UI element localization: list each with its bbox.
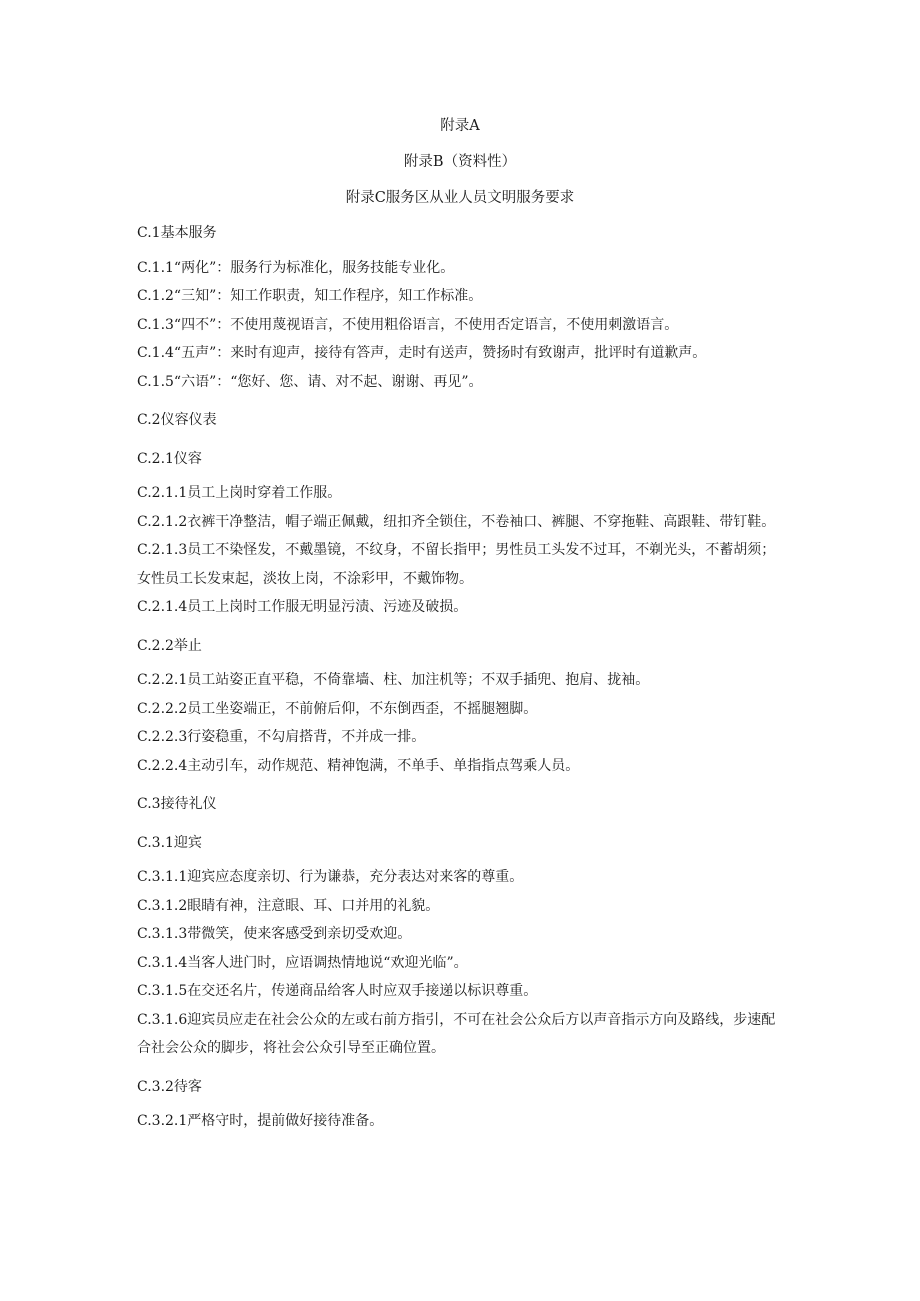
list-item: C.1.5“六语”：“您好、您、请、对不起、谢谢、再见”。 xyxy=(137,373,483,390)
appendix-a-title: 附录A xyxy=(440,118,480,134)
list-item: C.3.1.3带微笑，使来客感受到亲切受欢迎。 xyxy=(137,926,412,942)
list-item: C.2.2.1员工站姿正直平稳，不倚靠墙、柱、加注机等；不双手插兜、抱肩、拢袖。 xyxy=(137,672,650,688)
list-item: C.3.1.5在交还名片，传递商品给客人时应双手接递以标识尊重。 xyxy=(137,983,538,999)
appendix-c-title: 附录C服务区从业人员文明服务要求 xyxy=(345,190,575,206)
section-heading: C.1基本服务 xyxy=(137,225,217,241)
subsection-heading: C.3.1迎宾 xyxy=(137,834,202,851)
list-item: C.2.1.1员工上岗时穿着工作服。 xyxy=(137,485,342,501)
appendix-b-title: 附录B（资料性） xyxy=(403,154,517,170)
list-item: C.1.1“两化”：服务行为标准化，服务技能专业化。 xyxy=(137,259,455,276)
list-item: C.2.1.4员工上岗时工作服无明显污渍、污迹及破损。 xyxy=(137,599,468,615)
list-item: C.3.1.6迎宾员应走在社会公众的左或右前方指引，不可在社会公众后方以声音指示方向及路线，步速配合社会公众的脚步，将社会公众引导至正确位置。 xyxy=(137,1011,776,1056)
list-item: C.3.1.1迎宾应态度亲切、行为谦恭，充分表达对来客的尊重。 xyxy=(137,869,524,885)
list-item: C.1.4“五声”：来时有迎声，接待有答声，走时有送声，赞扬时有致谢声，批评时有道歉声。 xyxy=(137,345,707,361)
subsection-heading: C.2.2举止 xyxy=(137,637,202,654)
list-item: C.1.2“三知”：知工作职责，知工作程序，知工作标准。 xyxy=(137,288,483,304)
list-item: C.3.1.4当客人进门时，应语调热情地说“欢迎光临”。 xyxy=(137,954,468,971)
list-item: C.2.2.2员工坐姿端正，不前俯后仰，不东倒西歪，不摇腿翘脚。 xyxy=(137,700,538,717)
list-item: C.1.3“四不”：不使用蔑视语言，不使用粗俗语言，不使用否定语言，不使用刺激语言。 xyxy=(137,316,679,333)
section-heading: C.3接待礼仪 xyxy=(137,796,217,812)
document-body xyxy=(137,219,785,1136)
subsection-heading: C.3.2待客 xyxy=(137,1078,202,1095)
list-item: C.2.2.3行姿稳重，不勾肩搭背，不并成一排。 xyxy=(137,729,426,745)
subsection-heading: C.2.1仪容 xyxy=(137,450,202,467)
list-item: C.2.1.3员工不染怪发，不戴墨镜，不纹身，不留长指甲；男性员工头发不过耳，不剃光头，不蓄胡须；女性员工长发束起，淡妆上岗，不涂彩甲，不戴饰物。 xyxy=(137,542,776,587)
list-item: C.2.1.2衣裤干净整洁，帽子端正佩戴，纽扣齐全锁住，不卷袖口、裤腿、不穿拖鞋、高跟鞋、带钉鞋。 xyxy=(137,513,776,530)
section-heading: C.2仪容仪表 xyxy=(137,412,217,428)
list-item: C.3.1.2眼睛有神，注意眼、耳、口并用的礼貌。 xyxy=(137,897,440,914)
list-item: C.3.2.1严格守时，提前做好接待准备。 xyxy=(137,1113,384,1129)
list-item: C.2.2.4主动引车，动作规范、精神饱满，不单手、单指指点驾乘人员。 xyxy=(137,757,580,774)
